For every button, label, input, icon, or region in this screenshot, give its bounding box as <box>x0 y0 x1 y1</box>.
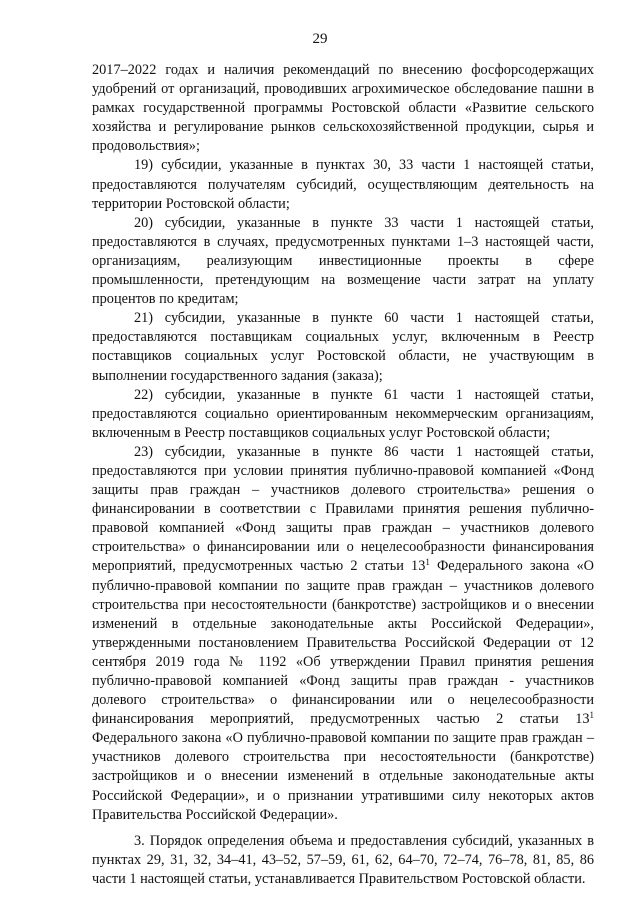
paragraph-section-3: 3. Порядок определения объема и предоставления субсидий, указанных в пунктах 29, 31, 32, 34–41, 43–52, 57–59, 61, 62, 64–70, 72–74, 76–78, 81, 85, 86 части 1 настоящей статьи, устанавливается Правительством Ростовской области. <box>92 832 594 887</box>
paragraph-item-23-part-a: 23) субсидии, указанные в пункте 86 части 1 настоящей статьи, предоставляются при условии принятия публично-правовой компанией «Фонд защиты прав граждан – участников долевого строительства» решения о финансировании в соответствии с Правилами принятия решения публично-правовой компанией «Фонд защиты прав граждан – участников долевого строительства» о финансировании или о нецелесообразности финансирования мероприятий, предусмотренных частью 2 статьи 13 <box>92 443 594 575</box>
paragraph-item-23 <box>92 443 594 825</box>
page-number: 29 <box>312 31 328 47</box>
paragraph-item-23-part-b: Федерального закона «О публично-правовой компании по защите прав граждан – участников долевого строительства при несостоятельности (банкротстве) застройщиков и о внесении изменений в отдельные законодательные акты Российской Федерации», утвержденными постановлением Правительства Российской Федерации от 12 сентября 2019 года № 1192 «Об утверждении Правил принятия решения публично-правовой компанией «Фонд защиты прав граждан - участников долевого строительства» о финансировании или о нецелесообразности финансирования мероприятий, предусмотренных частью 2 статьи 13 <box>92 558 594 728</box>
document-body <box>92 61 594 889</box>
paragraph-item-22: 22) субсидии, указанные в пункте 61 части 1 настоящей статьи, предоставляются социально ориентированным некоммерческим организациям, включенным в Реестр поставщиков социальных услуг Ростовской области; <box>92 386 594 441</box>
paragraph-continuation: 2017–2022 годах и наличия рекомендаций по внесению фосфорсодержащих удобрений от организаций, проводивших агрохимическое обследование пашни в рамках государственной программы Ростовской области «Развитие сельского хозяйства и регулирование рынков сельскохозяйственной продукции, сырья и продовольствия»; <box>92 62 594 155</box>
paragraph-item-23-part-c: Федерального закона «О публично-правовой компании по защите прав граждан – участников долевого строительства при несостоятельности (банкротстве) застройщиков и о внесении изменений в отдельные законодательные акты Российской Федерации», и о признании утратившими силу некоторых актов Правительства Российской Федерации». <box>92 730 594 823</box>
paragraph-item-20: 20) субсидии, указанные в пункте 33 части 1 настоящей статьи, предоставляются в случаях, предусмотренных пунктами 1–3 настоящей части, организациям, реализующим инвестиционные проекты в сфере промышленности, претендующим на возмещение части затрат на уплату процентов по кредитам; <box>92 214 594 308</box>
paragraph-item-21: 21) субсидии, указанные в пункте 60 части 1 настоящей статьи, предоставляются поставщикам социальных услуг, включенным в Реестр поставщиков социальных услуг Ростовской области, не участвующим в выполнении государственного задания (заказа); <box>92 310 594 384</box>
superscript-marker: 1 <box>425 557 430 568</box>
paragraph-item-19: 19) субсидии, указанные в пунктах 30, 33 части 1 настоящей статьи, предоставляются получателям субсидий, осуществляющим деятельность на территории Ростовской области; <box>92 157 594 212</box>
superscript-marker: 1 <box>589 710 594 721</box>
